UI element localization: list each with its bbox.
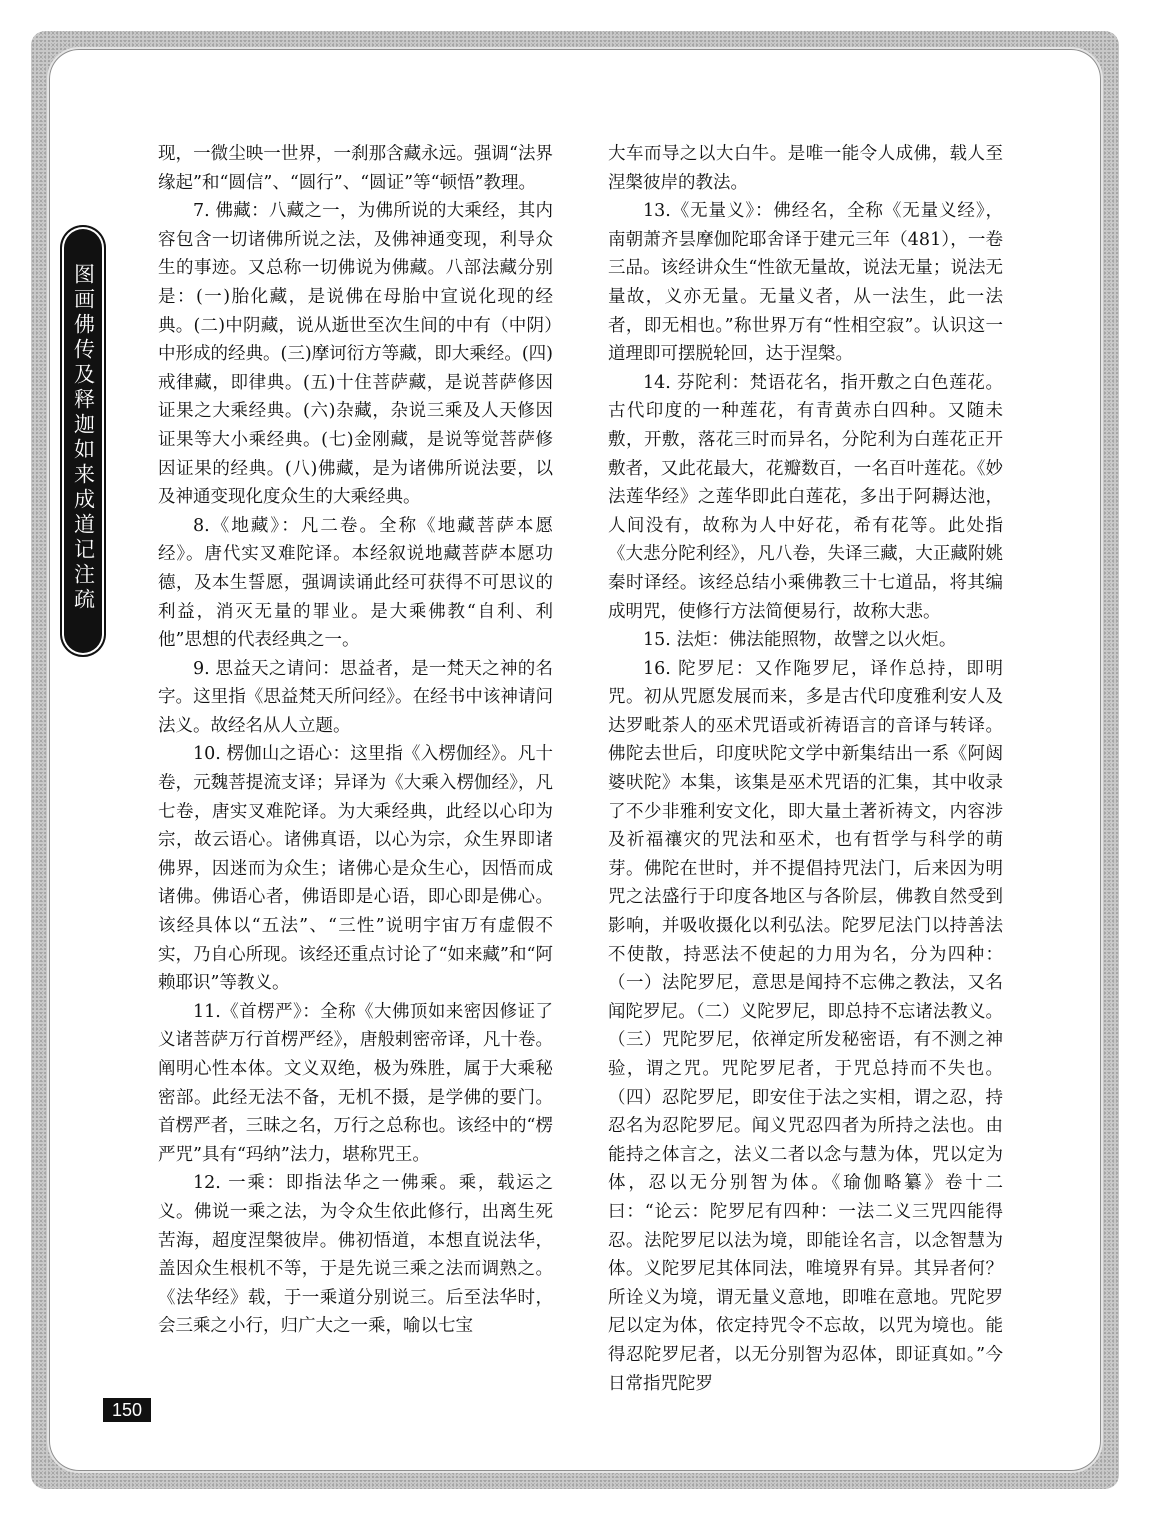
paragraph: 14. 芬陀利：梵语花名，指开敷之白色莲花。古代印度的一种莲花，有青黄赤白四种。又随未敷，开敷，落花三时而异名，分陀利为白莲花正开敷者，又此花最大，花瓣数百，一名百叶莲花。《妙法莲华经》之莲华即此白莲花，多出于阿耨达池，人间没有，故称为人中好花，希有花等。此处指《大悲分陀利经》，凡八卷，失译三藏，大正藏附姚秦时译经。该经总结小乘佛教三十七道品，将其编成明咒，使修行方法简便易行，故称大悲。 — [608, 372, 1003, 622]
right-column — [608, 140, 1003, 1394]
side-title-tab — [60, 225, 106, 657]
paragraph: 现，一微尘映一世界，一刹那含藏永远。强调“法界缘起”和“圆信”、“圆行”、“圆证”等“顿悟”教理。 — [158, 144, 553, 193]
paragraph: 7. 佛藏：八藏之一，为佛所说的大乘经，其内容包含一切诸佛所说之法，及佛神通变现，利导众生的事迹。又总称一切佛说为佛藏。八部法藏分别是：(一)胎化藏，是说佛在母胎中宣说化现的经典。(二)中阴藏，说从逝世至次生间的中有（中阴）中形成的经典。(三)摩诃衍方等藏，即大乘经。(四)戒律藏，即律典。(五)十住菩萨藏，是说菩萨修因证果之大乘经典。(六)杂藏，杂说三乘及人天修因证果等大小乘经典。(七)金刚藏，是说等觉菩萨修因证果的经典。(八)佛藏，是为诸佛所说法要，以及神通变现化度众生的大乘经典。 — [158, 201, 553, 508]
paragraph: 9. 思益天之请问：思益者，是一梵天之神的名字。这里指《思益梵天所问经》。在经书中该神请问法义。故经名从人立题。 — [158, 658, 553, 736]
paragraph: 8.《地藏》：凡二卷。全称《地藏菩萨本愿经》。唐代实叉难陀译。本经叙说地藏菩萨本愿功德，及本生誓愿，强调读诵此经可获得不可思议的利益，消灭无量的罪业。是大乘佛教“自利、利他”思想的代表经典之一。 — [158, 515, 553, 651]
left-column — [158, 140, 553, 1340]
paragraph: 15. 法炬：佛法能照物，故譬之以火炬。 — [643, 630, 957, 651]
paragraph: 13.《无量义》：佛经名，全称《无量义经》，南朝萧齐昙摩伽陀耶舍译于建元三年（481），一卷三品。该经讲众生“性欲无量故，说法无量；说法无量故，义亦无量。无量义者，从一法生，此一法者，即无相也。”称世界万有“性相空寂”。认识这一道理即可摆脱轮回，达于涅槃。 — [608, 201, 1003, 365]
paragraph: 12. 一乘：即指法华之一佛乘。乘，载运之义。佛说一乘之法，为令众生依此修行，出离生死苦海，超度涅槃彼岸。佛初悟道，本想直说法华，盖因众生根机不等，于是先说三乘之法而调熟之。《法华经》载，于一乘道分别说三。后至法华时，会三乘之小行，归广大之一乘，喻以七宝 — [158, 1173, 553, 1337]
page-number: 150 — [103, 1398, 151, 1422]
paragraph: 10. 楞伽山之语心：这里指《入楞伽经》。凡十卷，元魏菩提流支译；异译为《大乘入楞伽经》，凡七卷，唐实叉难陀译。为大乘经典，此经以心印为宗，故云语心。诸佛真语，以心为宗，众生界即诸佛界，因迷而为众生；诸佛心是众生心，因悟而成诸佛。佛语心者，佛语即是心语，即心即是佛心。该经具体以“五法”、“三性”说明宇宙万有虚假不实，乃自心所现。该经还重点讨论了“如来藏”和“阿赖耶识”等教义。 — [158, 744, 553, 994]
paragraph: 11.《首楞严》：全称《大佛顶如来密因修证了义诸菩萨万行首楞严经》，唐般剌密帝译，凡十卷。阐明心性本体。文义双绝，极为殊胜，属于大乘秘密部。此经无法不备，无机不摄，是学佛的要门。首楞严者，三昧之名，万行之总称也。该经中的“楞严咒”具有“玛纳”法力，堪称咒王。 — [158, 1001, 553, 1165]
side-title: 图画佛传及释迦如来成道记注疏 — [71, 263, 96, 613]
paragraph: 大车而导之以大白牛。是唯一能令人成佛，载人至涅槃彼岸的教法。 — [608, 144, 1003, 193]
paragraph: 16. 陀罗尼：又作陁罗尼，译作总持，即明咒。初从咒愿发展而来，多是古代印度雅利安人及达罗毗荼人的巫术咒语或祈祷语言的音译与转译。佛陀去世后，印度吠陀文学中新集结出一系《阿闼婆吠陀》本集，该集是巫术咒语的汇集，其中收录了不少非雅利安文化，即大量土著祈祷文，内容涉及祈福禳灾的咒法和巫术，也有哲学与科学的萌芽。佛陀在世时，并不提倡持咒法门，后来因为明咒之法盛行于印度各地区与各阶层，佛教自然受到影响，并吸收摄化以利弘法。陀罗尼法门以持善法不使散，持恶法不使起的力用为名，分为四种：（一）法陀罗尼，意思是闻持不忘佛之教法，又名闻陀罗尼。（二）义陀罗尼，即总持不忘诸法教义。（三）咒陀罗尼，依禅定所发秘密语，有不测之神验，谓之咒。咒陀罗尼者，于咒总持而不失也。（四）忍陀罗尼，即安住于法之实相，谓之忍，持忍名为忍陀罗尼。闻义咒忍四者为所持之法也。由能持之体言之，法义二者以念与慧为体，咒以定为体，忍以无分别智为体。《瑜伽略纂》卷十二曰：“论云：陀罗尼有四种：一法二义三咒四能得忍。法陀罗尼以法为境，即能诠名言，以念智慧为体。义陀罗尼其体同法，唯境界有异。其异者何？所诠义为境，谓无量义意地，即唯在意地。咒陀罗尼以定为体，依定持咒令不忘故，以咒为境也。能得忍陀罗尼者，以无分别智为忍体，即证真如。”今日常指咒陀罗 — [608, 658, 1003, 1394]
